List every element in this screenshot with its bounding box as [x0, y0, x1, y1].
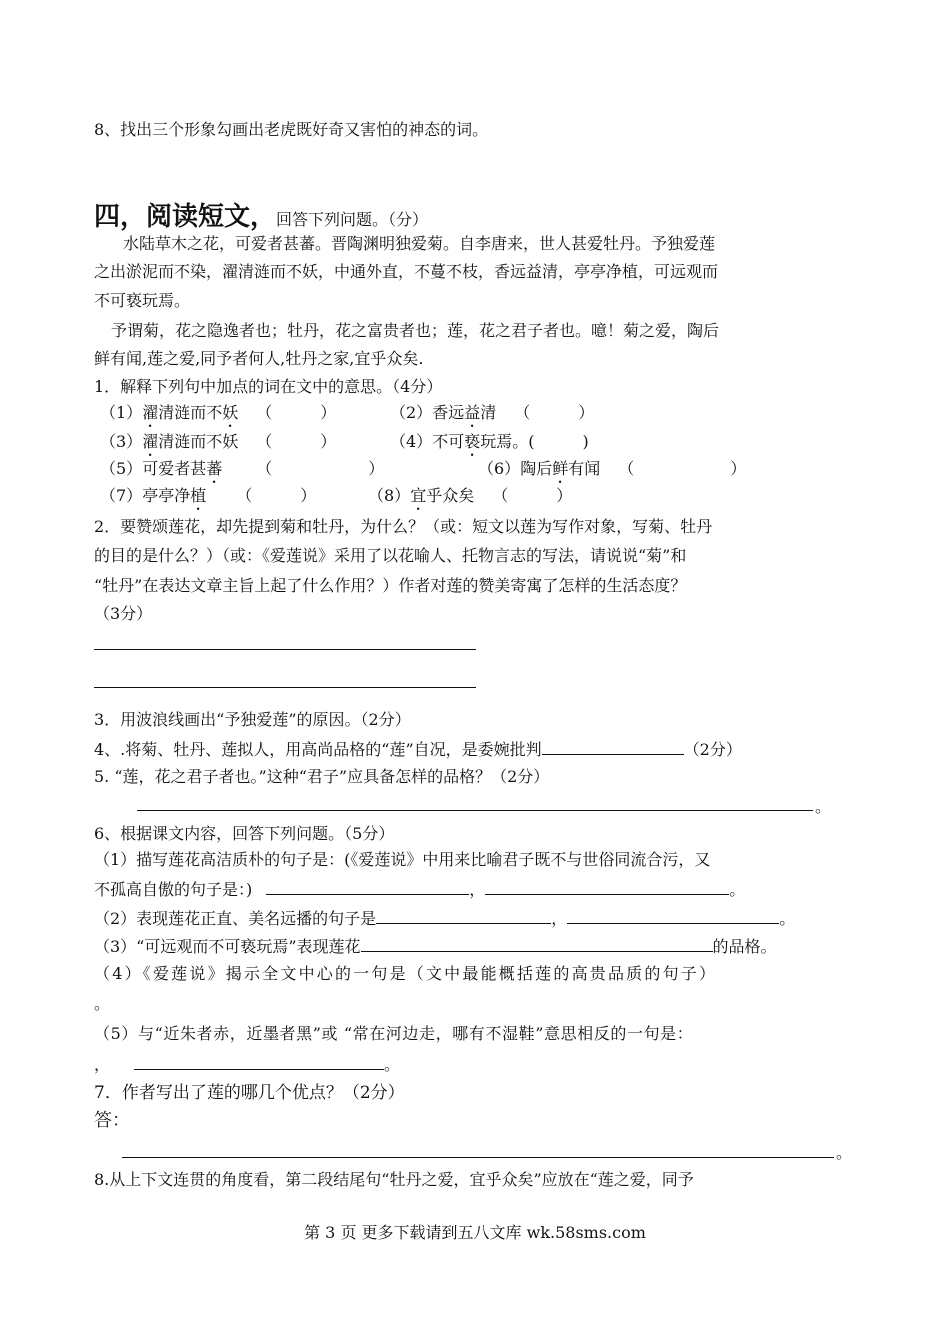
period: 。 — [815, 797, 832, 816]
passage-line: 水陆草木之花，可爱者甚蕃。晋陶渊明独爱菊。自李唐来，世人甚爱牡丹。予独爱莲 — [123, 234, 716, 253]
section-4-heading — [94, 201, 428, 233]
q1-item-6 — [478, 459, 746, 487]
dotted-char: 益 — [464, 403, 481, 422]
item-text: 香远 — [432, 403, 465, 422]
answer-label: 答： — [94, 1110, 130, 1131]
question-8-top: 8、找出三个形象勾画出老虎既好奇又害怕的神态的词。 — [94, 120, 489, 139]
q6-sub-5-line1: （5）与“近朱者赤，近墨者黑”或 “常在河边走，哪有不湿鞋”意思相反的一句是： — [94, 1024, 694, 1043]
dotted-char: 亵 — [464, 432, 481, 451]
question-2-line: （3分） — [94, 604, 153, 623]
item-number: （6） — [478, 459, 521, 478]
page-footer: 第 3 页 更多下载请到五八文库 wk.58sms.com — [304, 1223, 646, 1242]
item-number: （3） — [100, 432, 143, 451]
q6-sub-4-line2: 。 — [94, 994, 111, 1013]
dotted-char: 宜 — [410, 486, 427, 505]
dotted-char: 濯 — [142, 432, 159, 451]
answer-blank[interactable] — [542, 738, 684, 755]
dotted-char: 蕃 — [206, 459, 223, 478]
q1-item-3 — [100, 432, 336, 460]
answer-blank[interactable] — [134, 1053, 384, 1070]
answer-paren[interactable]: （ ） — [618, 459, 747, 478]
answer-line[interactable] — [137, 810, 813, 811]
passage-line: 之出淤泥而不染，濯清涟而不妖，中通外直，不蔓不枝，香远益清，亭亭净植，可远观而 — [94, 262, 719, 281]
passage-line: 予谓菊，花之隐逸者也；牡丹，花之富贵者也；莲，花之君子者也。噫！菊之爱，陶后 — [111, 321, 720, 340]
answer-paren[interactable]: （ ） — [514, 403, 595, 422]
dotted-char: 植 — [190, 486, 207, 505]
answer-line[interactable] — [94, 649, 476, 650]
answer-blank[interactable] — [266, 878, 469, 895]
q1-item-2 — [390, 403, 594, 431]
q6-sub-1-line1: （1）描写莲花高洁质朴的句子是：(《爱莲说》中用来比喻君子既不与世俗同流合污，又 — [94, 850, 711, 869]
q1-item-1 — [100, 403, 336, 431]
answer-paren[interactable]: （ ） — [492, 486, 573, 505]
question-6-stem: 6、根据课文内容，回答下列问题。（5分） — [94, 824, 395, 843]
answer-blank[interactable] — [485, 878, 729, 895]
dotted-char: 鲜 — [552, 459, 569, 478]
section-subtitle: 回答下列问题。（分） — [276, 210, 429, 229]
q6-sub-4-line1: （4）《爱莲说》揭示全文中心的一句是（文中最能概括莲的高贵品质的句子） — [94, 964, 718, 983]
answer-blank[interactable] — [376, 907, 551, 924]
q6-sub-1-text: 不孤高自傲的句子是：) — [94, 880, 253, 899]
question-4-text: 4、.将菊、牡丹、莲拟人，用高尚品格的“莲”自况，是委婉批判 — [94, 740, 542, 759]
section-title: 四，阅读短文， — [94, 202, 277, 232]
period: 。 — [729, 880, 746, 899]
item-number: （2） — [390, 403, 433, 422]
passage-line: 鲜有闻,莲之爱,同予者何人,牡丹之家,宜乎众矣. — [94, 349, 424, 368]
question-5: 5. “莲，花之君子者也。”这种“君子”应具备怎样的品格？（2分） — [94, 767, 550, 786]
period: 。 — [836, 1143, 853, 1162]
q1-item-5 — [100, 459, 384, 487]
item-text: 清涟而不妖 — [158, 432, 239, 451]
answer-paren[interactable]: ( ) — [528, 432, 589, 451]
item-number: （7） — [100, 486, 143, 505]
question-4 — [94, 738, 742, 760]
answer-blank[interactable] — [361, 935, 713, 952]
item-number: （5） — [100, 459, 143, 478]
item-text: 可爱者甚 — [142, 459, 207, 478]
item-text: 亭亭净 — [142, 486, 191, 505]
q6-sub-2 — [94, 907, 795, 929]
answer-paren[interactable]: （ ） — [236, 486, 317, 505]
answer-line[interactable] — [122, 1157, 834, 1158]
passage-line: 不可亵玩焉。 — [94, 291, 191, 310]
answer-line[interactable] — [94, 687, 476, 688]
item-number: （4） — [390, 432, 433, 451]
item-number: （1） — [100, 403, 143, 422]
item-number: （8） — [368, 486, 411, 505]
question-2-line: 2．要赞颂莲花，却先提到菊和牡丹，为什么？（或：短文以莲为写作对象，写菊、牡丹 — [94, 517, 713, 536]
item-text: 不可 — [432, 432, 465, 451]
period: 。 — [779, 909, 796, 928]
item-text: 清 — [480, 403, 497, 422]
dotted-char: 濯 — [142, 403, 159, 422]
question-1-stem: 1．解释下列句中加点的词在文中的意思。（4分） — [94, 377, 443, 396]
comma: ， — [551, 909, 568, 928]
question-8-bottom: 8.从上下文连贯的角度看，第二段结尾句“牡丹之爱，宜乎众矣”应放在“莲之爱，同予 — [94, 1170, 694, 1189]
item-text: 陶后 — [520, 459, 553, 478]
q1-item-7 — [100, 486, 316, 514]
answer-paren[interactable]: （ ） — [256, 403, 337, 422]
q6-sub-3-end: 的品格。 — [712, 937, 777, 956]
question-2-line: “牡丹”在表达文章主旨上起了什么作用？）作者对莲的赞美寄寓了怎样的生活态度？ — [94, 576, 687, 595]
item-text: 有闻 — [568, 459, 601, 478]
question-3: 3．用波浪线画出“予独爱莲”的原因。（2分） — [94, 710, 411, 729]
q6-sub-1-line2 — [94, 878, 745, 900]
question-7: 7．作者写出了莲的哪几个优点？（2分） — [94, 1083, 405, 1103]
question-4-score: （2分） — [683, 740, 742, 759]
item-text: 乎众矣 — [426, 486, 475, 505]
dotted-char: 妖 — [222, 403, 239, 422]
q1-item-8 — [368, 486, 572, 514]
q6-sub-3-text: （3）“可远观而不可亵玩焉”表现莲花 — [94, 937, 361, 956]
q6-sub-3 — [94, 935, 777, 957]
item-text: 清涟而不 — [158, 403, 223, 422]
comma: ， — [469, 880, 486, 899]
period: 。 — [384, 1055, 401, 1074]
q1-item-4 — [390, 432, 589, 460]
comma: ， — [94, 1055, 111, 1074]
q6-sub-2-text: （2）表现莲花正直、美名远播的句子是 — [94, 909, 377, 928]
answer-paren[interactable]: （ ） — [256, 459, 385, 478]
answer-blank[interactable] — [567, 907, 779, 924]
answer-paren[interactable]: （ ） — [256, 432, 337, 451]
question-2-line: 的目的是什么？）（或：《爱莲说》采用了以花喻人、托物言志的写法，请说说“菊”和 — [94, 546, 687, 565]
q6-sub-5-line2 — [94, 1053, 400, 1075]
item-text: 玩焉。 — [480, 432, 529, 451]
